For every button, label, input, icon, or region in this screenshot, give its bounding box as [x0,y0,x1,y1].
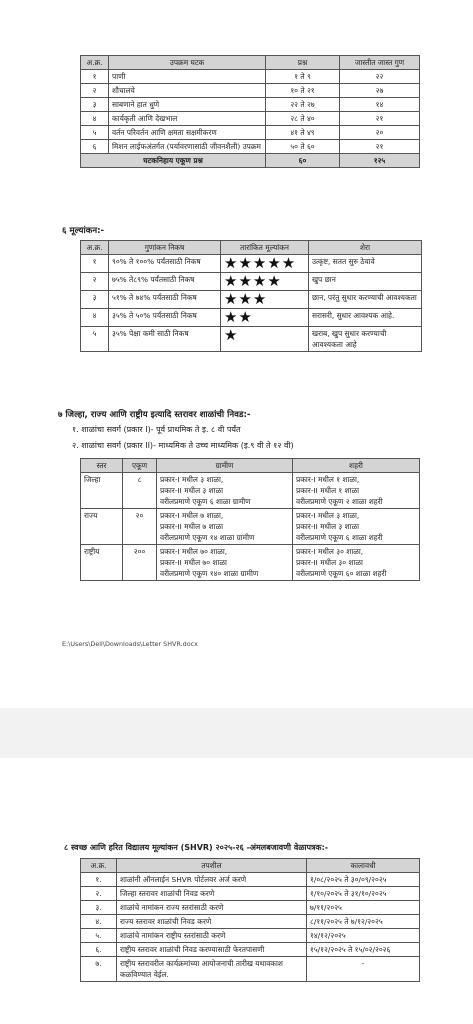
cell: ४ [81,112,109,126]
cell [157,545,293,581]
cell: वर्तन परिवर्तन आणि क्षमता सक्षमीकरण [109,126,266,140]
rural-line: वरीलप्रमाणे एकूण ६ शाळा ग्रामीण [160,497,251,506]
star-rating: ★ [221,327,309,352]
table-row [81,887,420,901]
cell: ३५% ते ५०% पर्यंतसाठी निकष [109,309,221,327]
cell: २० [123,509,157,545]
table-row [81,70,420,84]
rural-line: प्रकार-II मधील ७० शाळा [160,558,227,567]
table-row [81,509,420,545]
section-8-heading: ८ स्वच्छ आणि हरित विद्यालय मूल्यांकन (SHVR) २०२५-२६ -अंमलबजावणी वेळापत्रक:- [64,843,329,852]
total-questions: ६० [266,154,340,168]
header-cell: अ.क्र. [81,859,117,873]
cell: ७/११/२०२५ [307,901,420,915]
cell: १/०८/२०२५ ते ३०/०९/२०२५ [307,873,420,887]
cell: सरासरी, सुधार आवश्यक आहे. [309,309,422,327]
cell [293,509,420,545]
rural-line: वरीलप्रमाणे एकूण १४० शाळा ग्रामीण [160,569,259,578]
urban-line: प्रकार-II मधील १ शाळा [296,486,360,495]
urban-line: प्रकार-I मधील ३० शाळा, [296,547,364,556]
header-cell: तारांकित मूल्यांकन [221,241,309,255]
cell: राष्ट्रीय स्तरावर शाळांची निवड करण्यासाठी फेरतपासणी [117,943,307,957]
header-cell: शेरा [309,241,422,255]
cell: ५० ते ६० [266,140,340,154]
cell: शाळांचे नामांकन राष्ट्रीय स्तरांसाठी करणे [117,929,307,943]
cell: १० ते २१ [266,84,340,98]
header-cell: शहरी [293,459,420,473]
marks-table [80,55,420,168]
section-6-heading: ६ मूल्यांकन:- [62,226,105,236]
table-header-row [81,56,420,70]
cell: ३ [81,291,109,309]
cell: २ [81,273,109,291]
table-row [81,901,420,915]
cell: ३५% पेक्षा कमी साठी निकष [109,327,221,352]
cell: ५. [81,929,117,943]
header-cell: स्तर [81,459,123,473]
cell: ५१% ते ७४% पर्यंतसाठी निकष [109,291,221,309]
table-row [81,84,420,98]
schedule-table [80,858,420,982]
section-7-heading: ७ जिल्हा, राज्य आणि राष्ट्रीय इत्यादि स्तरावर शाळांची निवड:- [58,410,251,420]
cell: २१ [340,112,420,126]
cell: ८/११/२०२५ ते ७/१२/२०२५ [307,915,420,929]
header-cell: गुणांकन निकष [109,241,221,255]
header-cell: ग्रामीण [157,459,293,473]
cell: - [307,957,420,982]
cell: राज्य [81,509,123,545]
cell: शाळांनी ऑनलाईन SHVR पोर्टलवर अर्ज करणे [117,873,307,887]
cell: छान, परंतु सुधार करण्याची आवश्यकता [309,291,422,309]
cell: ७. [81,957,117,982]
cell: खराब, खुप सुधार करण्याची आवश्यकता आहे [309,327,422,352]
cell: पाणी [109,70,266,84]
document-page-2 [0,758,473,1024]
cell [293,545,420,581]
cell: ४ [81,309,109,327]
cell: साबणाने हात धुणे [109,98,266,112]
cell: २२ ते २७ [266,98,340,112]
cell: शौचालये [109,84,266,98]
table-row [81,473,420,509]
file-path-footer: E:\Users\Dell\Downloads\Letter SHVR.docx [62,640,198,648]
cell: जिल्हा स्तरावर शाळांची निवड करणे [117,887,307,901]
cell: खुप छान [309,273,422,291]
cell [293,473,420,509]
cell: २. [81,887,117,901]
cell: ९०% ते १००% पर्यंतसाठी निकष [109,255,221,273]
cell: २१ [340,140,420,154]
cell: २० [340,126,420,140]
school-category-line-2: २. शाळांचा सवर्ग (प्रकार II)- माध्यमिक ते उच्च माध्यमिक (इ.९ वी ते १२ वी) [72,441,294,450]
header-cell: अ.क्र. [81,241,109,255]
cell: ४१ ते ४९ [266,126,340,140]
table-row [81,98,420,112]
urban-line: प्रकार-II मधील ३० शाळा [296,558,363,567]
cell: शाळांचे नामांकन राज्य स्तरांसाठी करणे [117,901,307,915]
cell: २ [81,84,109,98]
star-rating: ★★★★ [221,273,309,291]
table-row [81,929,420,943]
cell: २७ [340,84,420,98]
rural-line: प्रकार-I मधील ७ शाळा, [160,511,224,520]
urban-line: प्रकार-II मधील ३ शाळा [296,522,360,531]
total-marks: १२५ [340,154,420,168]
table-row [81,957,420,982]
table-row [81,255,422,273]
header-cell: प्रश्न [266,56,340,70]
table-row [81,291,422,309]
rural-line: प्रकार-II मधील ७ शाळा [160,522,224,531]
table-row [81,112,420,126]
header-cell: अ.क्र. [81,56,109,70]
cell: ५ [81,126,109,140]
cell: १ [81,255,109,273]
star-rating: ★★★ [221,291,309,309]
header-cell: उपक्रम घटक [109,56,266,70]
table-row [81,126,420,140]
total-label: घटकनिहाय एकूण प्रश्न [81,154,266,168]
header-cell: जास्तीत जास्त गुण [340,56,420,70]
cell: १ ते ९ [266,70,340,84]
cell: उत्कृष्ट, सतत सुरु ठेवावे [309,255,422,273]
cell: ८ [123,473,157,509]
cell: १४/१२/२०२५ [307,929,420,943]
table-row [81,943,420,957]
cell: कार्यकृती आणि देखभाल [109,112,266,126]
table-row [81,140,420,154]
table-row [81,545,420,581]
cell: १५/१२/२०२५ ते १५/०२/२०२६ [307,943,420,957]
urban-line: वरीलप्रमाणे एकूण २ शाळा शहरी [296,497,383,506]
rural-line: प्रकार-II मधील ३ शाळा [160,486,224,495]
cell: ७५% ते८९% पर्यंतसाठी निकष [109,273,221,291]
cell: ४. [81,915,117,929]
urban-line: वरीलप्रमाणे एकूण ६ शाळा शहरी [296,533,383,542]
cell: राष्ट्रीय [81,545,123,581]
cell [157,509,293,545]
urban-line: प्रकार-I मधील ३ शाळा, [296,511,360,520]
table-row [81,309,422,327]
table-header-row [81,459,420,473]
cell: १ [81,70,109,84]
table-row [81,915,420,929]
cell: २०० [123,545,157,581]
rural-line: वरीलप्रमाणे एकूण १४ शाळा ग्रामीण [160,533,255,542]
star-rating: ★★★★★ [221,255,309,273]
header-cell: तपशील [117,859,307,873]
cell: ६ [81,140,109,154]
table-header-row [81,859,420,873]
school-category-line-1: १. शाळांचा सवर्ग (प्रकार I)- पूर्व प्राथमिक ते इ. ८ वी पर्यंत [72,425,241,434]
table-row [81,273,422,291]
header-cell: एकूण [123,459,157,473]
urban-line: वरीलप्रमाणे एकूण ६० शाळा शहरी [296,569,387,578]
header-cell: कालावधी [307,859,420,873]
table-row [81,327,422,352]
cell [157,473,293,509]
rating-table [80,240,422,352]
rural-line: प्रकार-I मधील ३ शाळा, [160,475,224,484]
total-row [81,154,420,168]
cell: १. [81,873,117,887]
star-rating: ★★ [221,309,309,327]
level-table [80,458,420,581]
cell: राज्य स्तरावर शाळांची निवड करणे [117,915,307,929]
cell: ३ [81,98,109,112]
cell: १/१०/२०२५ ते ३१/१०/२०२५ [307,887,420,901]
urban-line: प्रकार-I मधील १ शाळा, [296,475,360,484]
cell: जिल्हा [81,473,123,509]
cell: ५ [81,327,109,352]
cell: २८ ते ४० [266,112,340,126]
table-header-row [81,241,422,255]
cell: २२ [340,70,420,84]
rural-line: प्रकार-I मधील ७० शाळा, [160,547,228,556]
cell: १४ [340,98,420,112]
cell: ३. [81,901,117,915]
cell: ६. [81,943,117,957]
cell: राष्ट्रीय स्तरावरील कार्यक्रमांच्या आयोजनाची तारीख यथावकाश कळविण्यात येईल. [117,957,307,982]
cell: मिशन लाईफअंतर्गत (पर्यावरणासाठी जीवनशैली) उपक्रम [109,140,266,154]
table-row [81,873,420,887]
